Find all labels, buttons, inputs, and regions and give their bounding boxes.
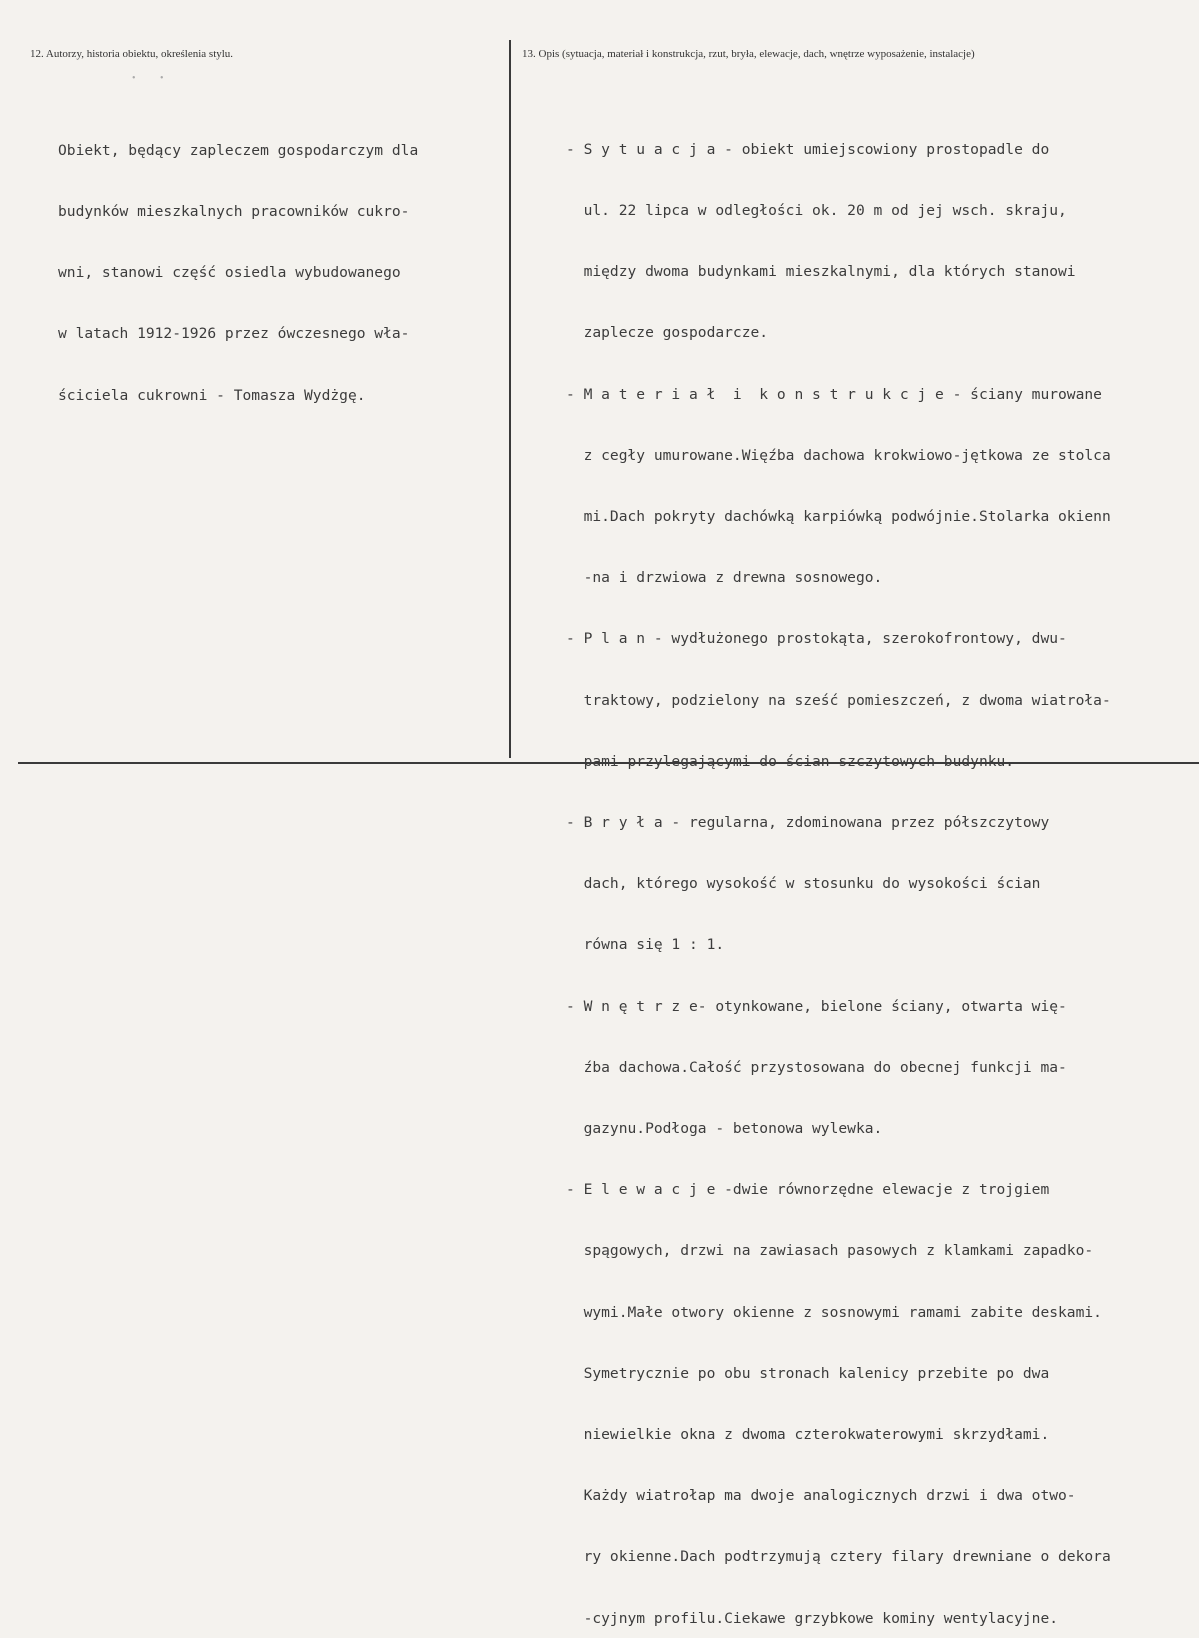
text-line: równa się 1 : 1. bbox=[566, 936, 725, 954]
text-line: - S y t u a c j a - obiekt umiejscowiony prostopadle do bbox=[566, 140, 1050, 158]
text-line: między dwoma budynkami mieszkalnymi, dla których stanowi bbox=[566, 263, 1076, 281]
text-line: - B r y ł a - regularna, zdominowana przez półszczytowy bbox=[566, 814, 1050, 832]
text-line: -cyjnym profilu.Ciekawe grzybkowe kominy wentylacyjne. bbox=[566, 1609, 1059, 1627]
text-line: ry okienne.Dach podtrzymują cztery filary drewniane o dekora bbox=[566, 1548, 1111, 1566]
section-12-text bbox=[58, 100, 418, 426]
dot-mark: • bbox=[160, 73, 164, 84]
text-line: ul. 22 lipca w odległości ok. 20 m od jej wsch. skraju, bbox=[566, 202, 1067, 220]
section-12-header: 12. Autorzy, historia obiektu, określenia stylu. bbox=[30, 48, 234, 60]
text-line: wni, stanowi część osiedla wybudowanego bbox=[58, 264, 401, 282]
text-line: - P l a n - wydłużonego prostokąta, szerokofrontowy, dwu- bbox=[566, 630, 1067, 648]
text-line: traktowy, podzielony na sześć pomieszczeń, z dwoma wiatroła- bbox=[566, 691, 1111, 709]
text-line: - W n ę t r z e- otynkowane, bielone ściany, otwarta wię- bbox=[566, 997, 1067, 1015]
text-line: niewielkie okna z dwoma czterokwaterowymi skrzydłami. bbox=[566, 1426, 1050, 1444]
text-line: wymi.Małe otwory okienne z sosnowymi ramami zabite deskami. bbox=[566, 1303, 1102, 1321]
text-line: Obiekt, będący zapleczem gospodarczym dla bbox=[58, 141, 419, 159]
section-13-header: 13. Opis (sytuacja, materiał i konstrukcja, rzut, bryła, elewacje, dach, wnętrze wyposażenie, instalacje) bbox=[522, 48, 975, 60]
text-line: gazynu.Podłoga - betonowa wylewka. bbox=[566, 1120, 883, 1138]
text-line: z cegły umurowane.Więźba dachowa krokwiowo-jętkowa ze stolca bbox=[566, 446, 1111, 464]
text-line: dach, którego wysokość w stosunku do wysokości ścian bbox=[566, 875, 1041, 893]
text-line: Każdy wiatrołap ma dwoje analogicznych drzwi i dwa otwo- bbox=[566, 1487, 1076, 1505]
text-line: - E l e w a c j e -dwie równorzędne elewacje z trojgiem bbox=[566, 1181, 1050, 1199]
text-line: Symetrycznie po obu stronach kalenicy przebite po dwa bbox=[566, 1364, 1050, 1382]
column-divider bbox=[509, 40, 511, 758]
text-line: -na i drzwiowa z drewna sosnowego. bbox=[566, 569, 883, 587]
text-line: pami przylegającymi do ścian szczytowych budynku. bbox=[566, 752, 1015, 770]
text-line: spągowych, drzwi na zawiasach pasowych z klamkami zapadko- bbox=[566, 1242, 1094, 1260]
text-line: mi.Dach pokryty dachówką karpiówką podwójnie.Stolarka okienn bbox=[566, 508, 1111, 526]
section-13-text bbox=[566, 99, 1199, 1638]
text-line: zaplecze gospodarcze. bbox=[566, 324, 769, 342]
text-line: źba dachowa.Całość przystosowana do obecnej funkcji ma- bbox=[566, 1058, 1067, 1076]
text-line: budynków mieszkalnych pracowników cukro- bbox=[58, 203, 410, 221]
text-line: ściciela cukrowni - Tomasza Wydżgę. bbox=[58, 386, 366, 404]
text-line: - M a t e r i a ł i k o n s t r u k c j e - ściany murowane bbox=[566, 385, 1102, 403]
dot-mark: • bbox=[132, 73, 136, 84]
text-line: w latach 1912-1926 przez ówczesnego wła- bbox=[58, 325, 410, 343]
